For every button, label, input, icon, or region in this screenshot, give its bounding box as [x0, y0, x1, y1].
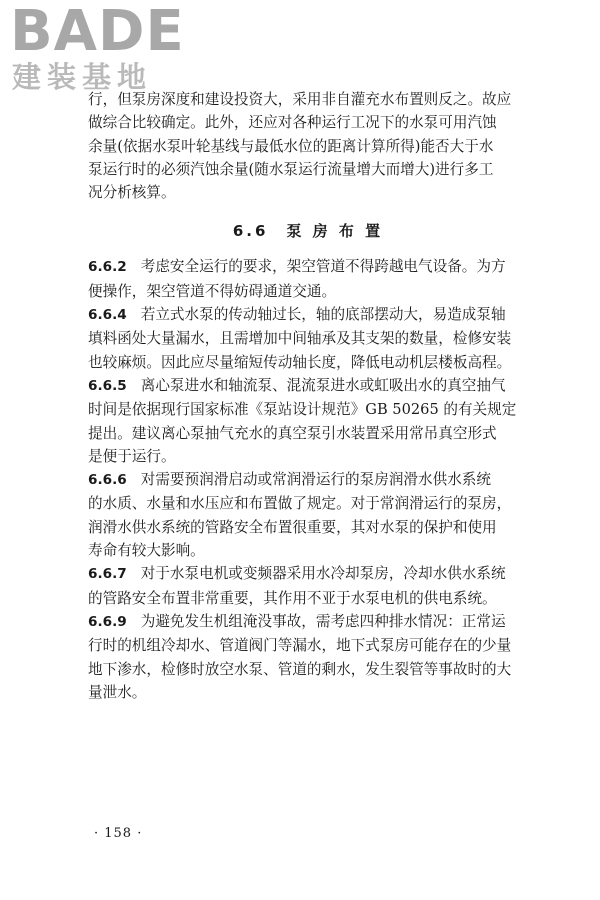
clause-line: 地下渗水，检修时放空水泵、管道的剩水，发生裂管等事故时的大: [88, 660, 512, 678]
clause-line: 便操作，架空管道不得妨碍通道交通。: [88, 282, 337, 300]
clause-6-6-9: [88, 610, 528, 704]
section-title: 6.6 泵 房 布 置: [232, 222, 384, 241]
intro-line: 余量(依据水泵叶轮基线与最低水位的距离计算所得)能否大于水: [88, 137, 494, 155]
clause-number: 6.6.5: [88, 377, 127, 394]
page-body: [88, 88, 528, 704]
clause-6-6-4: [88, 303, 528, 374]
clause-number: 6.6.4: [88, 307, 127, 324]
clause-first-line: 离心泵进水和轴流泵、混流泵进水或虹吸出水的真空抽气: [140, 376, 506, 394]
page-number: · 158 ·: [94, 826, 143, 841]
clause-6-6-7: [88, 562, 528, 610]
clause-line: 也较麻烦。因此应尽量缩短传动轴长度，降低电动机层楼板高程。: [88, 353, 512, 371]
clause-line: 是便于运行。: [88, 447, 176, 465]
intro-line: 做综合比较确定。此外，还应对各种运行工况下的水泵可用汽蚀: [88, 114, 497, 132]
watermark-brand: BADE: [10, 0, 185, 64]
clause-first-line: 对于水泵电机或变频器采用水冷却泵房，冷却水供水系统: [140, 565, 506, 583]
clause-6-6-5: [88, 374, 528, 468]
clause-first-line: 对需要预润滑启动或常润滑运行的泵房润滑水供水系统: [140, 471, 491, 489]
clause-number: 6.6.9: [88, 613, 127, 630]
clause-line: 量泄水。: [88, 683, 147, 701]
clause-6-6-6: [88, 468, 528, 562]
intro-line: 行，但泵房深度和建设投资大，采用非自灌充水布置则反之。故应: [88, 91, 512, 108]
clause-number: 6.6.7: [88, 566, 127, 583]
clause-line: 时间是依据现行国家标准《泵站设计规范》GB 50265 的有关规定: [88, 401, 517, 419]
clause-line: 寿命有较大影响。: [88, 542, 205, 560]
clause-first-line: 为避免发生机组淹没事故，需考虑四种排水情况：正常运: [140, 612, 506, 630]
clause-line: 提出。建议离心泵抽气充水的真空泵引水装置采用常吊真空形式: [88, 424, 497, 442]
watermark-subtitle: 建装基地: [12, 60, 153, 94]
intro-line: 况分析核算。: [88, 184, 176, 202]
intro-line: 泵运行时的必须汽蚀余量(随水泵运行流量增大而增大)进行多工: [88, 160, 494, 178]
clause-first-line: 考虑安全运行的要求，架空管道不得跨越电气设备。为方: [140, 258, 506, 276]
clause-line: 的管路安全布置非常重要，其作用不亚于水泵电机的供电系统。: [88, 589, 497, 607]
clause-number: 6.6.2: [88, 259, 127, 276]
clause-number: 6.6.6: [88, 472, 127, 489]
clause-line: 行时的机组冷却水、管道阀门等漏水，地下式泵房可能存在的少量: [88, 637, 512, 655]
clause-6-6-2: [88, 255, 528, 303]
clause-line: 填料函处大量漏水，且需增加中间轴承及其支架的数量，检修安装: [88, 330, 512, 348]
intro-paragraph: [88, 88, 528, 204]
watermark-logo: [8, 2, 183, 94]
clause-line: 润滑水供水系统的管路安全布置很重要，其对水泵的保护和使用: [88, 518, 497, 536]
clause-line: 的水质、水量和水压应和布置做了规定。对于常润滑运行的泵房，: [88, 495, 512, 513]
clause-first-line: 若立式水泵的传动轴过长，轴的底部摆动大，易造成泵轴: [140, 306, 506, 324]
